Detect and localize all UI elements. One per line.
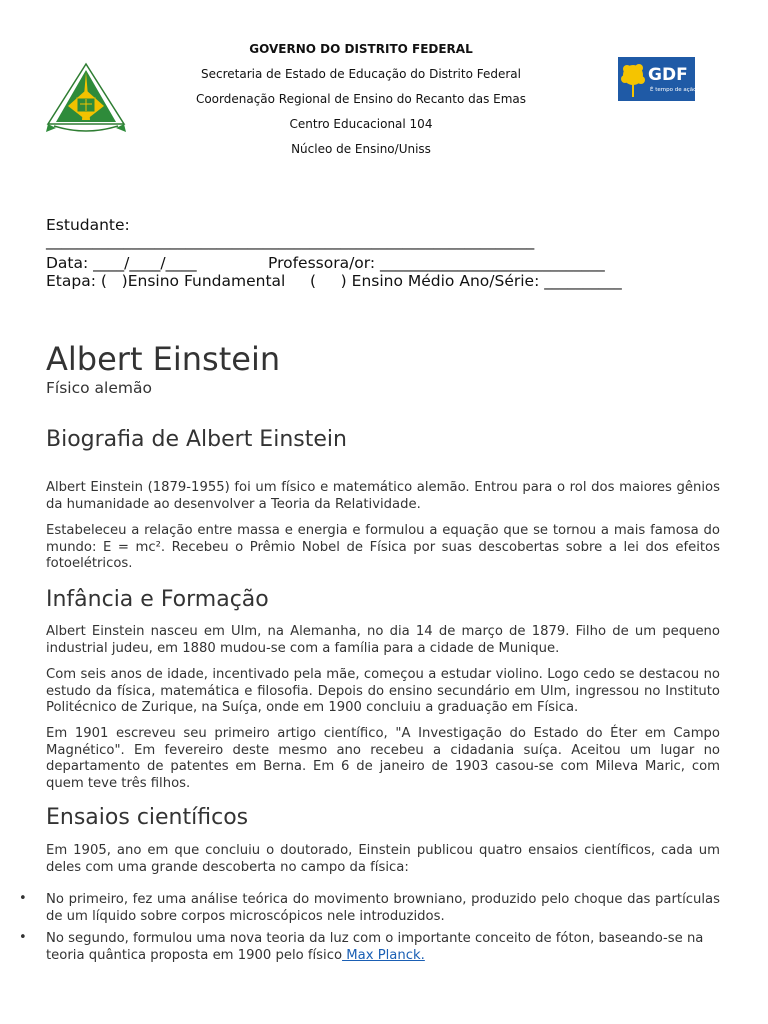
bullet-item: No primeiro, fez uma análise teórica do movimento browniano, produzido pelo choque das partículas de um líquido sobre corpos microscópicos nele introduzidos. — [46, 892, 720, 924]
header-school: Centro Educacional 104 — [289, 117, 433, 131]
bullet-item — [46, 931, 720, 964]
article-subtitle: Físico alemão — [46, 379, 152, 397]
student-underline: _______________________________________________________________ — [46, 232, 535, 250]
stage-field: Etapa: ( )Ensino Fundamental ( ) Ensino Médio Ano/Série: __________ — [46, 272, 622, 290]
teacher-field: Professora/or: _____________________________ — [268, 254, 605, 272]
bullet-marker: • — [19, 891, 27, 906]
max-planck-link[interactable]: Max Planck. — [342, 947, 425, 963]
df-emblem-logo — [46, 62, 126, 140]
header-nucleus: Núcleo de Ensino/Uniss — [291, 142, 431, 156]
section-heading-biography: Biografia de Albert Einstein — [46, 427, 347, 452]
gdf-logo-text: GDF — [648, 65, 688, 85]
section-heading-scientific-essays: Ensaios científicos — [46, 805, 249, 830]
paragraph: Albert Einstein (1879-1955) foi um físico e matemático alemão. Entrou para o rol dos maiores gênios da humanidade ao desenvolver a Teoria da Relatividade. — [46, 480, 720, 512]
bullet-text: No segundo, formulou uma nova teoria da luz com o importante conceito de fóton, baseando-se na teoria quântica proposta em 1900 pelo físico — [46, 931, 704, 963]
paragraph: Em 1905, ano em que concluiu o doutorado, Einstein publicou quatro ensaios científicos, cada um deles com uma grande descoberta no campo da física: — [46, 843, 720, 875]
paragraph: Com seis anos de idade, incentivado pela mãe, começou a estudar violino. Logo cedo se destacou no estudo da física, matemática e filosofia. Depois do ensino secundário em Ulm, ingressou no Instituto Politécnico de Zurique, na Suíça, onde em 1900 concluiu a graduação em Física. — [46, 667, 720, 715]
header-government: GOVERNO DO DISTRITO FEDERAL — [249, 42, 473, 56]
header-coordination: Coordenação Regional de Ensino do Recanto das Emas — [195, 92, 527, 106]
article-title: Albert Einstein — [46, 340, 281, 378]
date-field: Data: ____/____/____ — [46, 254, 197, 272]
bullet-marker: • — [19, 930, 27, 945]
gdf-logo — [618, 57, 699, 101]
student-label: Estudante: — [46, 216, 130, 234]
gdf-logo-tagline: É tempo de ação. — [650, 87, 699, 93]
paragraph: Em 1901 escreveu seu primeiro artigo científico, "A Investigação do Estado do Éter em Campo Magnético". Em fevereiro deste mesmo ano recebeu a cidadania suíça. Aceitou um lugar no departamento de patentes em Berna. Em 6 de janeiro de 1903 casou-se com Mileva Maric, com quem teve três filhos. — [46, 726, 720, 791]
header-secretariat: Secretaria de Estado de Educação do Distrito Federal — [201, 67, 521, 81]
section-heading-childhood: Infância e Formação — [46, 587, 269, 612]
paragraph: Estabeleceu a relação entre massa e energia e formulou a equação que se tornou a mais famosa do mundo: E = mc². Recebeu o Prêmio Nobel de Física por suas descobertas sobre a lei dos efeitos fotoelétricos. — [46, 523, 720, 571]
paragraph: Albert Einstein nasceu em Ulm, na Alemanha, no dia 14 de março de 1879. Filho de um pequeno industrial judeu, em 1880 mudou-se com a família para a cidade de Munique. — [46, 624, 720, 656]
